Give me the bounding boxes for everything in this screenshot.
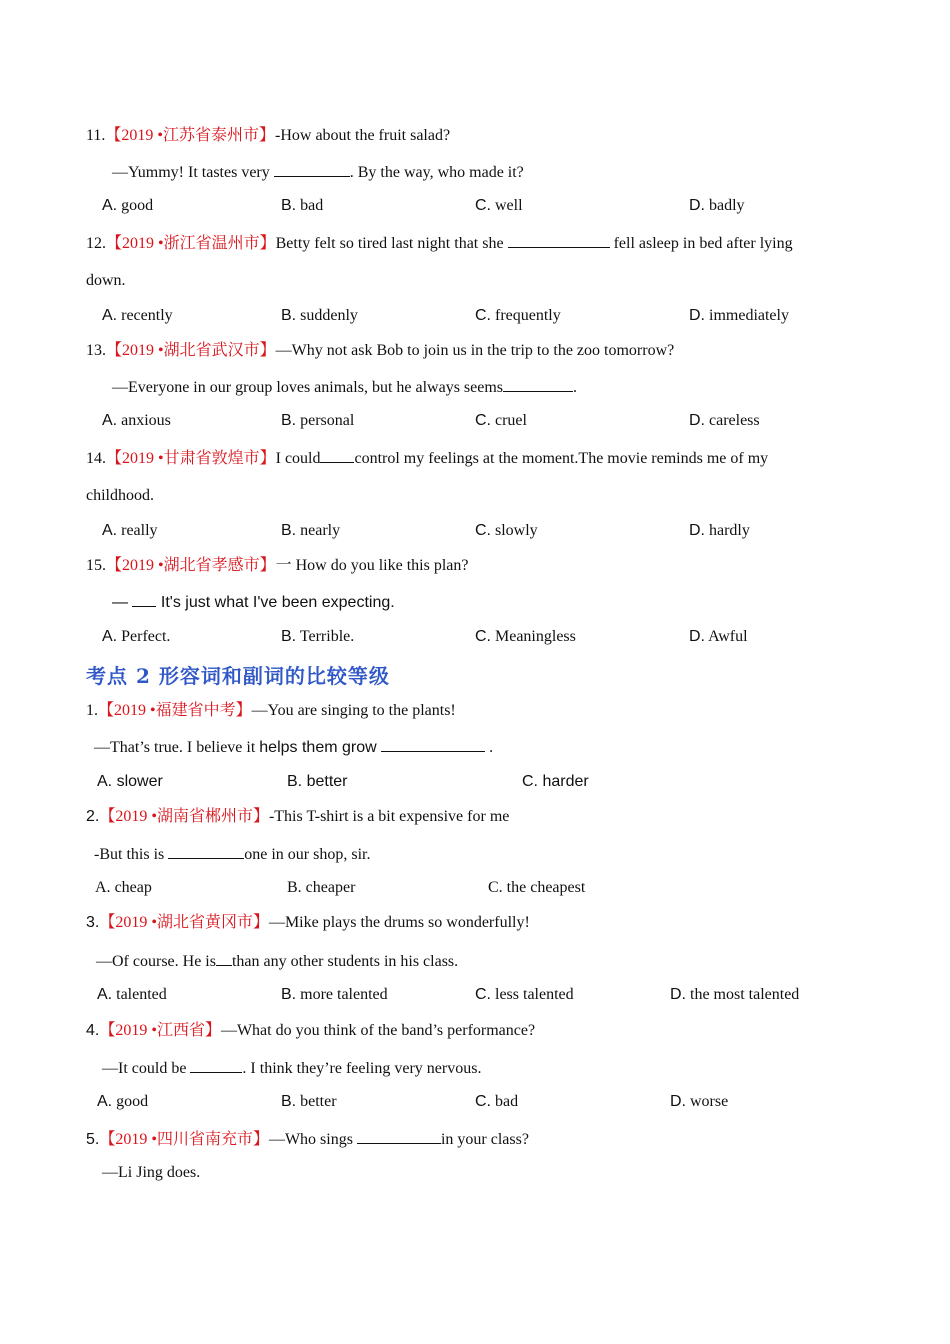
question-15-options [0,627,950,647]
question-14-options [0,521,950,541]
question-source: 【2019 •湖北省武汉市】 [106,342,276,359]
question-p2-3-stem [86,913,866,933]
question-11-stem [86,126,866,146]
question-text: —Who sings [268,1131,357,1148]
question-p2-1-response [94,736,874,758]
option-b: B. cheaper [287,879,356,896]
question-number: 13. [86,342,106,359]
option-c: C. harder [522,773,589,790]
option-a: A. cheap [95,879,152,896]
response-text: . [489,739,494,756]
question-number: 15. [86,557,106,574]
option-d: D. the most talented [670,986,800,1003]
option-b: B. better [287,773,348,790]
response-text: . By the way, who made it? [349,164,524,181]
option-c: C. slowly [475,522,538,539]
option-a: A. good [97,1093,149,1110]
question-12-options [0,306,950,326]
question-p2-2-response [94,843,874,865]
option-d: D. Awful [689,628,748,645]
question-p2-1-options [0,772,950,792]
question-number: 12. [86,235,106,252]
option-d: D. worse [670,1093,729,1110]
answer-blank [190,1057,242,1073]
response-text: —That’s true. I believe it [94,739,260,756]
question-13-stem [86,341,866,361]
response-text: . I think they’re feeling very nervous. [242,1060,482,1077]
question-text: -How about the fruit salad? [275,127,451,144]
question-p2-5-stem [86,1128,866,1150]
question-source: 【2019 •福建省中考】 [98,702,252,719]
question-source: 【2019 •湖南省郴州市】 [99,808,269,825]
question-source: 【2019 •浙江省温州市】 [106,235,276,252]
question-15-response [112,591,892,613]
option-c: C. the cheapest [488,879,586,896]
question-source: 【2019 •四川省南充市】 [99,1131,269,1148]
response-text: . [573,379,578,396]
option-c: C. Meaningless [475,628,576,645]
question-11-response [112,161,892,183]
question-text: fell asleep in bed after lying [609,235,793,252]
question-source: 【2019 •湖北省黄冈市】 [99,914,269,931]
option-c: C. frequently [475,307,561,324]
question-source: 【2019 •湖北省孝感市】 [106,557,276,574]
question-11-options [0,196,950,216]
option-d: D. careless [689,412,760,429]
response-text: —Yummy! It tastes very [112,164,274,181]
option-a: A. really [102,522,158,539]
question-p2-5-response: —Li Jing does. [102,1164,201,1181]
question-15-stem [86,556,866,576]
answer-blank [168,843,244,859]
option-d: D. badly [689,197,745,214]
question-number: 3. [86,914,100,931]
question-p2-3-options [0,985,950,1005]
question-text: Betty felt so tired last night that she [275,235,508,252]
option-c: C. less talented [475,986,574,1003]
option-b: B. suddenly [281,307,358,324]
question-text: —Why not ask Bob to join us in the trip to the zoo tomorrow? [275,342,675,359]
answer-blank [274,161,350,177]
question-12-continuation: down. [86,272,126,289]
question-number: 4. [86,1022,100,1039]
option-a: A. anxious [102,412,171,429]
option-a: A. recently [102,307,173,324]
answer-blank [503,376,573,392]
question-number: 11. [86,127,106,144]
question-12-stem [86,232,866,254]
section-heading: 考点 2 形容词和副词的比较等级 [86,664,390,688]
option-b: B. bad [281,197,324,214]
question-number: 1. [86,702,98,719]
option-b: B. more talented [281,986,388,1003]
question-p2-2-options [0,878,950,898]
option-a: A. slower [97,773,163,790]
response-text: —Everyone in our group loves animals, but he always seems [112,379,504,396]
question-p2-2-stem [86,807,866,827]
question-number: 5. [86,1131,100,1148]
question-14-stem [86,447,866,469]
option-b: B. Terrible. [281,628,355,645]
question-number: 2. [86,808,100,825]
question-text: —You are singing to the plants! [251,702,456,719]
option-a: A. good [102,197,154,214]
option-c: C. well [475,197,523,214]
question-source: 【2019 •江苏省泰州市】 [105,127,276,144]
question-text: in your class? [440,1131,529,1148]
response-text: one in our shop, sir. [244,846,371,863]
question-text: —What do you think of the band’s performance? [220,1022,536,1039]
question-p2-1-stem [86,701,866,721]
answer-blank [357,1128,441,1144]
answer-blank [381,736,485,752]
option-c: C. cruel [475,412,527,429]
response-text: It's just what I've been expecting. [156,594,395,611]
question-p2-4-stem [86,1021,866,1041]
question-text: I could [275,450,321,467]
response-text: -But this is [94,846,169,863]
response-text: helps them grow [259,739,382,756]
question-source: 【2019 •甘肃省敦煌市】 [106,450,276,467]
response-text: — [112,594,133,611]
question-13-options [0,411,950,431]
option-d: D. hardly [689,522,750,539]
question-text: control my feelings at the moment.The movie reminds me of my [354,450,769,467]
question-source: 【2019 •江西省】 [99,1022,221,1039]
question-p2-3-response [96,950,876,972]
answer-blank [132,591,156,607]
question-13-response [112,376,892,398]
option-b: B. personal [281,412,355,429]
answer-blank [216,950,232,966]
option-a: A. talented [97,986,167,1003]
response-text: than any other students in his class. [231,953,459,970]
option-b: B. better [281,1093,337,1110]
option-b: B. nearly [281,522,341,539]
answer-blank [508,232,610,248]
question-number: 14. [86,450,106,467]
response-text: —Of course. He is [96,953,216,970]
option-d: D. immediately [689,307,789,324]
answer-blank [320,447,354,463]
question-p2-4-options [0,1092,950,1112]
question-14-continuation: childhood. [86,487,154,504]
question-p2-4-response [102,1057,882,1079]
question-text: -This T-shirt is a bit expensive for me [268,808,510,825]
option-a: A. Perfect. [102,628,171,645]
question-text: —Mike plays the drums so wonderfully! [268,914,530,931]
option-c: C. bad [475,1093,519,1110]
response-text: —It could be [102,1060,191,1077]
question-text: 一 How do you like this plan? [275,557,469,574]
